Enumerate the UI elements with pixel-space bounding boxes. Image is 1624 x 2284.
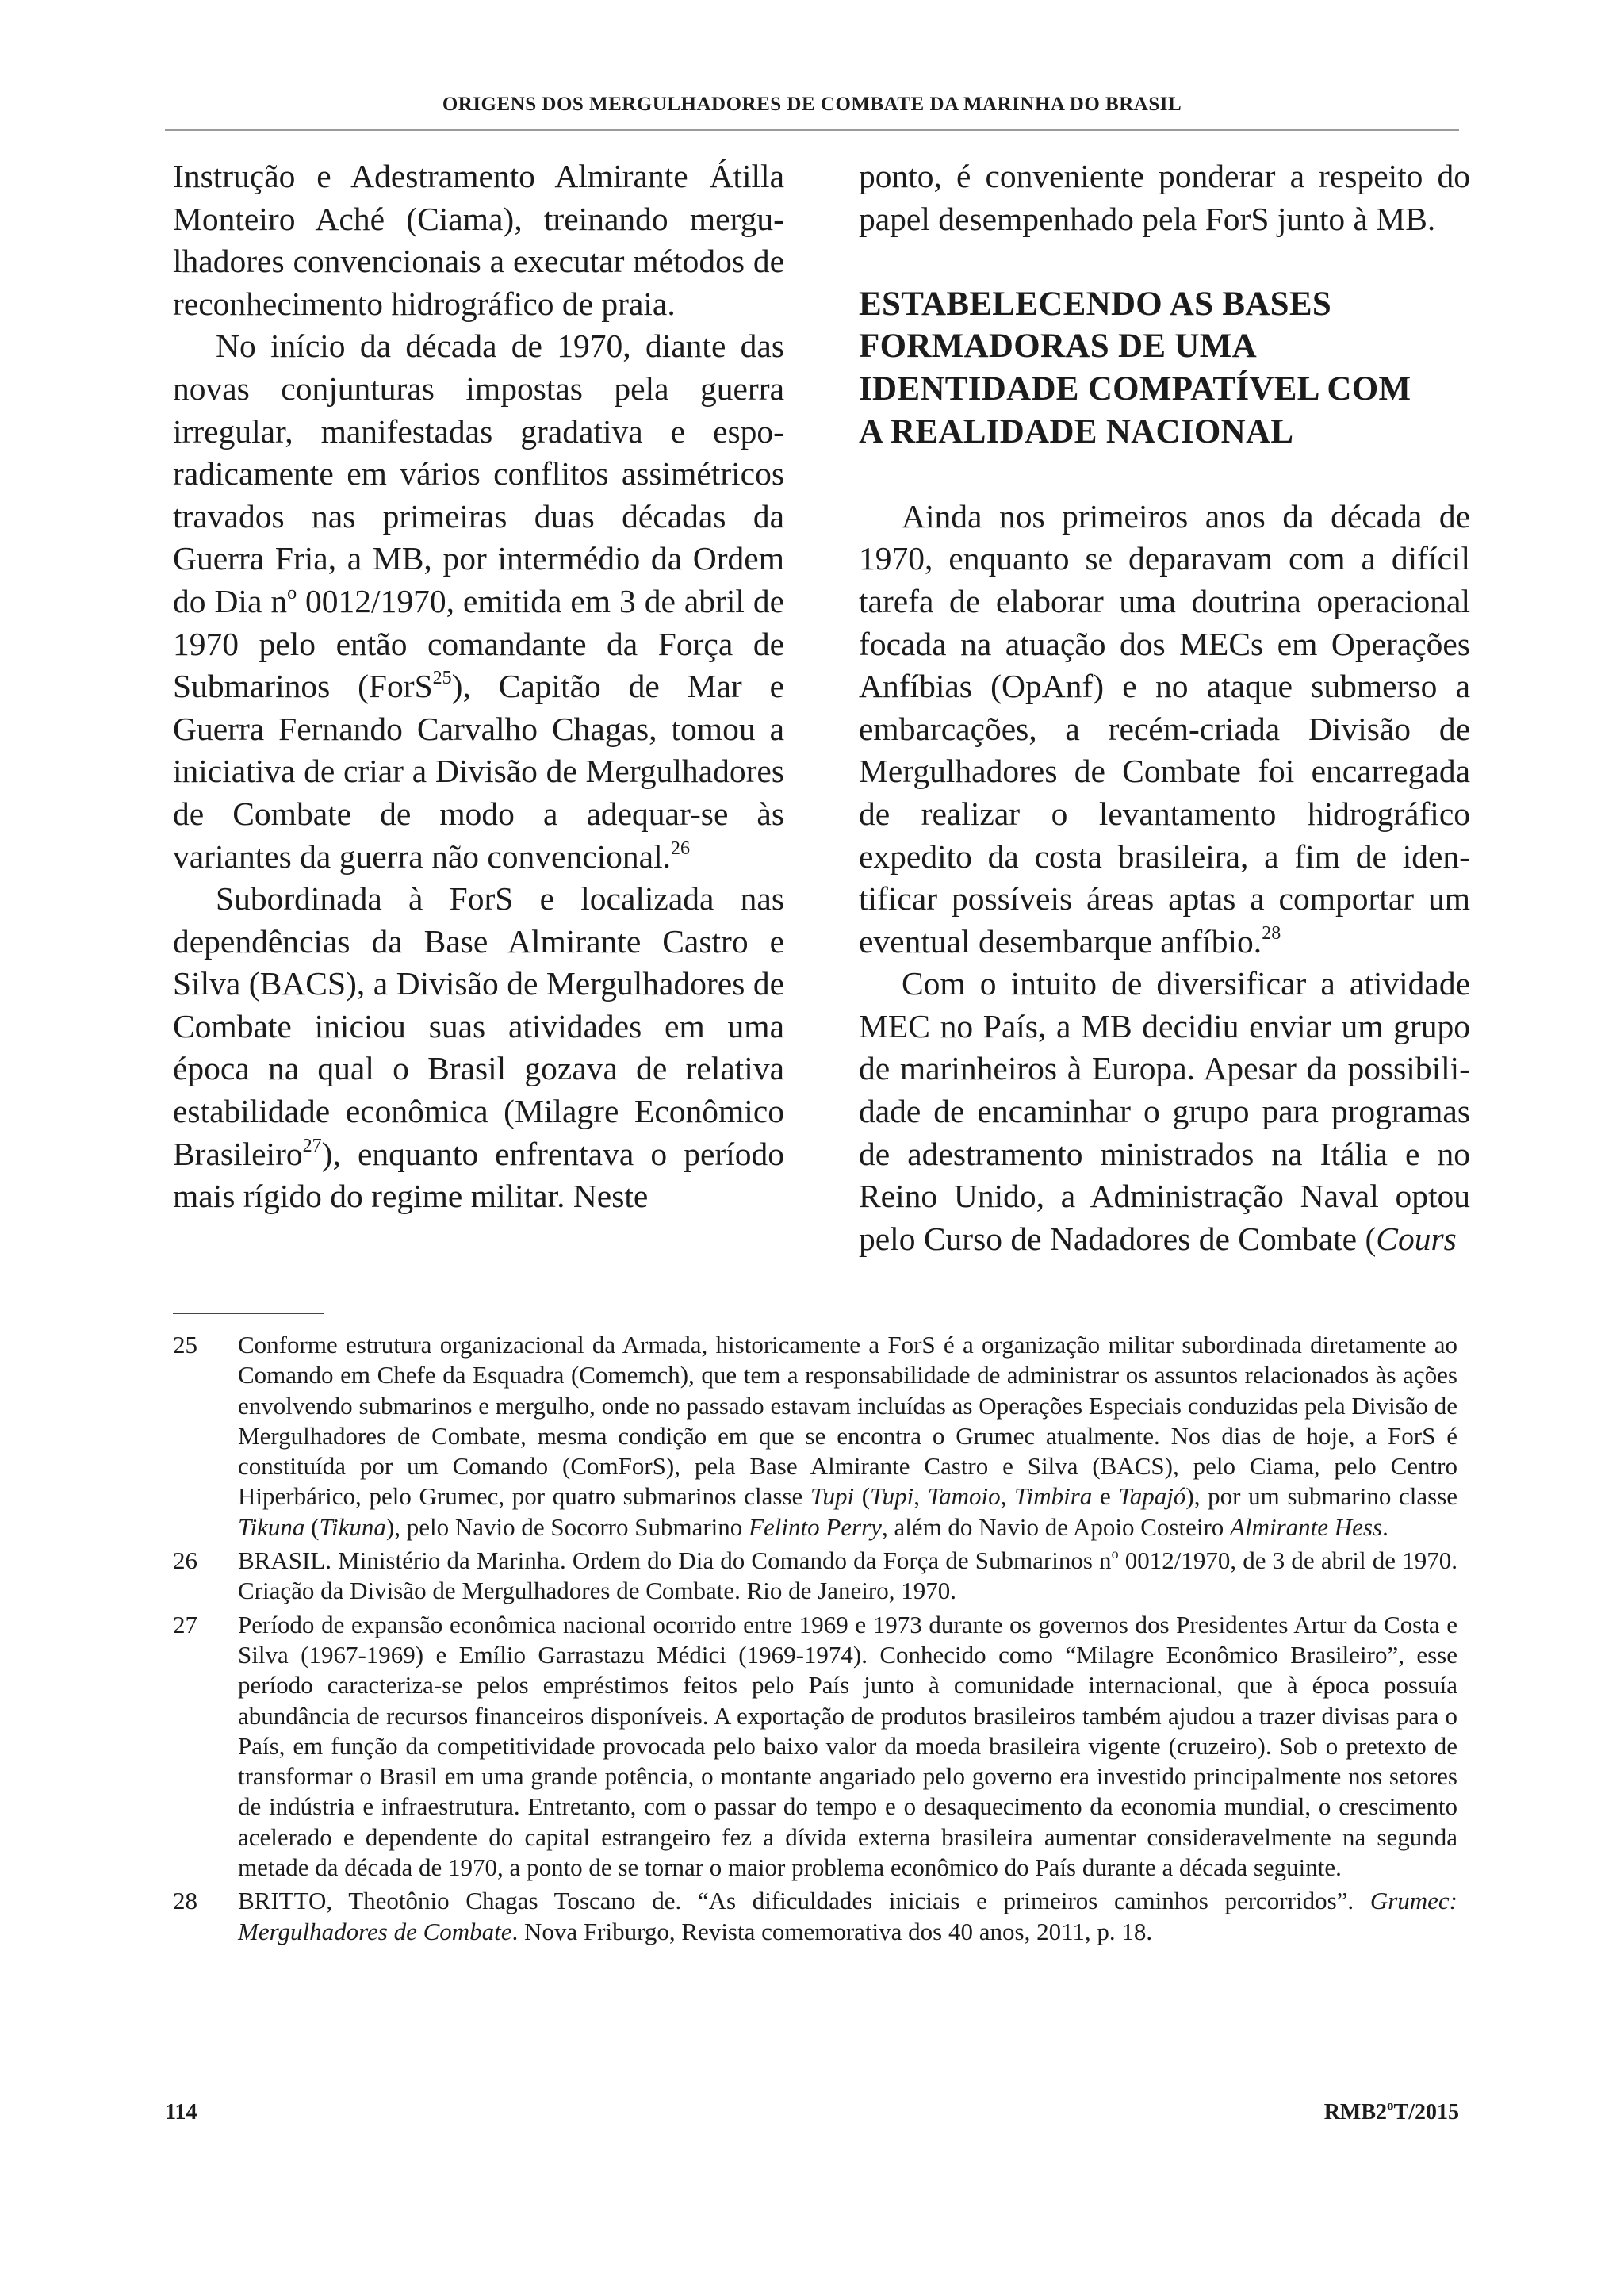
paragraph xyxy=(859,496,1470,964)
text-run: Conforme estrutura organizacional da Armada, historicamente a ForS é a organização militar subordinada diretamente ao Comando em Chefe da Esquadra (Comemch), que tem a responsabilidade de administrar os assuntos relacionados às ações envolvendo submarinos e mergulho, onde no passado estavam incluídas as Operações Especiais conduzidas pela Divisão de Mergulhadores de Combate, mesma condição em que se encontra o Grumec atualmente. Nos dias de hoje, a ForS é constituída por um Comando (ComForS), pela Base Almirante Castro e Silva (BACS), pelo Ciama, pelo Centro Hiperbárico, pelo Grumec, por quatro submarinos classe xyxy=(238,1331,1457,1511)
paragraph xyxy=(859,963,1470,1260)
italic-text: Almirante Hess xyxy=(1230,1512,1383,1541)
text-run: T/2015 xyxy=(1393,2100,1459,2125)
section-heading-line: ESTABELECENDO AS BASES xyxy=(859,285,1332,323)
italic-text: Tamoio xyxy=(927,1482,1001,1511)
italic-text: Cours xyxy=(1376,1220,1457,1257)
footnote-28 xyxy=(173,1886,1457,1947)
paragraph: ponto, é conveniente ponderar a respeito do papel desempenhado pela ForS junto à MB. xyxy=(859,158,1470,237)
paragraph xyxy=(173,878,784,1218)
footnote-separator xyxy=(173,1313,324,1314)
italic-text: Felinto Perry xyxy=(749,1512,882,1541)
text-run: ), Capitão de Mar e Guerra Fernando Carvalho Chagas, tomou a iniciativa de criar a Divisão de Mergulhadores de Combate de modo a adequar-se às variantes da guerra não convencional. xyxy=(173,668,784,875)
footnote-27 xyxy=(173,1610,1457,1884)
text-run: Período de expansão econômica nacional ocorrido entre 1969 e 1973 durante os governos dos Presidentes Artur da Costa e Silva (1967-1969) e Emílio Garrastazu Médici (1969-1974). Conhecido como “Milagre Econômico Brasileiro”, esse período caracteriza-se pelos empréstimos feitos pelo País junto à comunidade internacional, que à época possuía abundância de recursos financeiros disponíveis. A exportação de produtos brasileiros também ajudou a trazer divisas para o País, em função da competitividade provocada pelo baixo valor da moeda brasileira vigente (cruzeiro). Sob o pretexto de transformar o Brasil em uma grande potência, o montante angariado pelo governo era investido principalmente nos setores de indústria e infraestrutura. Entretanto, com o passar do tempo e o desaquecimento da economia mundial, o crescimento acelerado e dependente do capital estrangeiro fez a dívida externa brasileira aumentar consideravelmente na segunda metade da década de 1970, a ponto de se tornar o maior problema econômico do País durante a década seguinte. xyxy=(238,1610,1457,1882)
text-run: 0012/1970, de 3 de abril de 1970. Criação da Divisão de Mergulhadores de Combate. Rio de Janeiro, 1970. xyxy=(238,1546,1457,1605)
italic-text: Grumec: Mergulhadores de Combate xyxy=(238,1887,1457,1945)
text-run: 0012/1970, emitida em 3 de abril de 1970 pelo então comandante da Força de Submarinos (ForS xyxy=(173,582,785,705)
footnotes xyxy=(173,1330,1457,1950)
text-run: BRASIL. Ministério da Marinha. Ordem do Dia do Comando da Força de Submarinos n xyxy=(238,1546,1112,1575)
page-number: 114 xyxy=(165,2100,197,2125)
text-run: RMB2 xyxy=(1323,2100,1388,2125)
text-run: e xyxy=(1092,1482,1119,1511)
running-header: ORIGENS DOS MERGULHADORES DE COMBATE DA MARINHA DO BRASIL xyxy=(442,94,1182,115)
text-run: , xyxy=(1000,1482,1015,1511)
text-run: ), enquanto enfrentava o período mais rígido do regime militar. Neste xyxy=(173,1135,784,1215)
section-heading-line: FORMADORAS DE UMA xyxy=(859,328,1257,366)
footnote-ref-28[interactable]: 28 xyxy=(1262,922,1281,944)
text-run: Com o intuito de diversificar a atividade MEC no País, a MB decidiu enviar um grupo de marinheiros à Europa. Apesar da possibilidade de encaminhar o grupo para programas de adestramento ministrados na Itália e no Reino Unido, a Administração Naval optou pelo Curso de Nadadores de Combate ( xyxy=(859,965,1470,1257)
italic-text: Tikuna xyxy=(319,1512,386,1541)
text-run: ), pelo Navio de Socorro Submarino xyxy=(385,1512,749,1541)
section-heading-line: A REALIDADE NACIONAL xyxy=(859,412,1294,450)
footnote-number: 26 xyxy=(173,1546,197,1575)
footnote-number: 28 xyxy=(173,1887,197,1915)
italic-text: Tupi xyxy=(810,1482,855,1511)
footnote-25 xyxy=(173,1330,1457,1542)
italic-text: Timbira xyxy=(1014,1482,1093,1511)
paragraph: Instrução e Adestramento Almirante Átilla Monteiro Aché (Ciama), treinando mergulhadores convencionais a executar métodos de reconhecimento hidrográfico de praia. xyxy=(173,158,784,322)
section-heading xyxy=(859,283,1470,453)
section-heading-line: IDENTIDADE COMPATÍVEL COM xyxy=(859,370,1411,408)
text-run: ), por um submarino classe xyxy=(1185,1482,1458,1511)
text-run: Ainda nos primeiros anos da década de 1970, enquanto se deparavam com a difícil tarefa de elaborar uma doutrina operacional focada na atuação dos MECs em Operações Anfíbias (OpAnf) e no ataque submerso a embarcações, a recém-criada Divisão de Mergulhadores de Combate foi encarregada de realizar o levantamento hidrográfico expedito da costa brasileira, a fim de identificar possíveis áreas aptas a comportar um eventual desembarque anfíbio. xyxy=(859,497,1470,960)
footnote-ref-25[interactable]: 25 xyxy=(432,668,452,689)
text-run: ( xyxy=(854,1482,871,1511)
italic-text: Tikuna xyxy=(238,1512,305,1541)
footnote-26 xyxy=(173,1546,1457,1607)
paragraph xyxy=(173,325,784,878)
italic-text: Tupi xyxy=(870,1482,914,1511)
footnote-number: 25 xyxy=(173,1331,197,1359)
text-run: ( xyxy=(304,1512,320,1541)
header-rule xyxy=(165,129,1459,131)
footnote-ref-26[interactable]: 26 xyxy=(670,837,690,859)
footnote-number: 27 xyxy=(173,1610,197,1638)
issue-code xyxy=(1323,2097,1459,2125)
left-column xyxy=(173,155,784,1218)
ordinal-indicator: o xyxy=(287,583,297,604)
text-run: No início da década de 1970, diante das novas conjunturas impostas pela guerra irregular, manifestadas gradativa e esporadicamente em vários conflitos assimétricos travados nas primeiras duas décadas da Guerra Fria, a MB, por intermédio da Ordem do Dia n xyxy=(173,328,784,619)
italic-text: Tapajó xyxy=(1118,1482,1186,1511)
text-run: . Nova Friburgo, Revista comemorativa dos 40 anos, 2011, p. 18. xyxy=(511,1917,1153,1945)
text-run: , além do Navio de Apoio Costeiro xyxy=(881,1512,1231,1541)
text-run: Subordinada à ForS e localizada nas dependências da Base Almirante Castro e Silva (BACS), a Divisão de Mergulhadores de Combate iniciou suas atividades em uma época na qual o Brasil gozava de relativa estabilidade econômica (Milagre Econômico Brasileiro xyxy=(173,880,784,1172)
footnote-ref-27[interactable]: 27 xyxy=(302,1135,322,1156)
text-run: , xyxy=(914,1482,928,1511)
ordinal-indicator: o xyxy=(1111,1545,1119,1562)
ordinal-indicator: o xyxy=(1387,2097,1394,2113)
right-column xyxy=(859,155,1470,1260)
text-run: BRITTO, Theotônio Chagas Toscano de. “As dificuldades iniciais e primeiros caminhos percorridos”. xyxy=(238,1887,1370,1915)
text-run: . xyxy=(1382,1512,1388,1541)
